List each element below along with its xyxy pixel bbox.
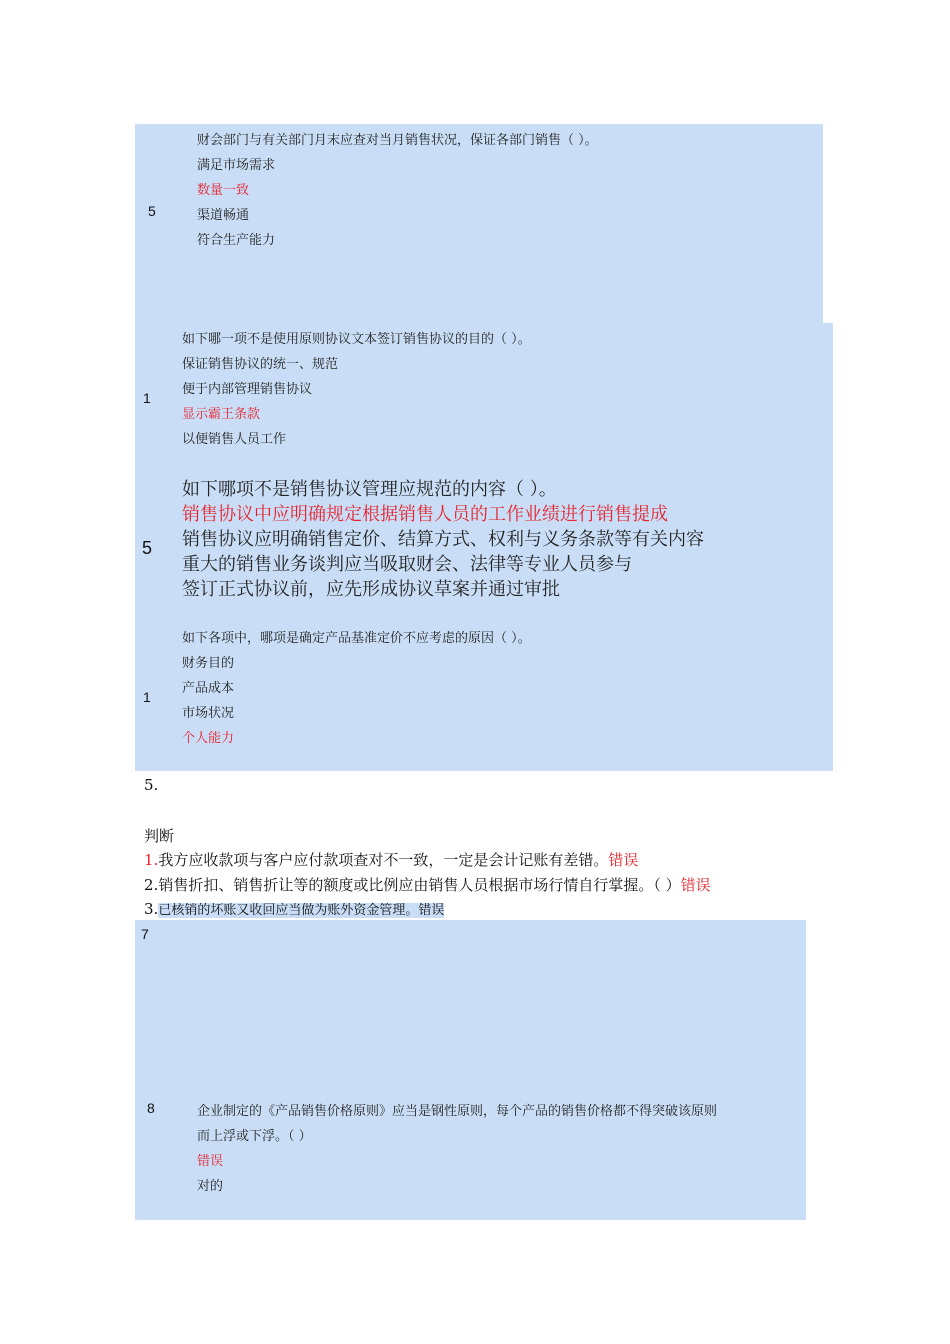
judge-item-number: 1.: [144, 851, 159, 869]
option-a-answer: 错误: [197, 1154, 224, 1169]
question-text: 如下各项中，哪项是确定产品基准定价不应考虑的原因（ ）。: [182, 631, 531, 646]
option-d-answer: 个人能力: [182, 731, 235, 746]
option-a: 满足市场需求: [197, 158, 276, 173]
option-c: 重大的销售业务谈判应当吸取财会、法律等专业人员参与: [182, 554, 632, 575]
judge-heading: 判断: [144, 827, 175, 845]
option-d: 以便销售人员工作: [182, 432, 287, 447]
judge-item-3: [144, 899, 444, 918]
question-text: 如下哪一项不是使用原则协议文本签订销售协议的目的（ ）。: [182, 332, 531, 347]
option-d: 符合生产能力: [197, 233, 276, 248]
option-d: 签订正式协议前，应先形成协议草案并通过审批: [182, 579, 560, 600]
question-number: 7: [141, 926, 149, 942]
question-text-line1: 企业制定的《产品销售价格原则》应当是钢性原则，每个产品的销售价格都不得突破该原则: [197, 1104, 718, 1119]
question-number: 5: [142, 538, 153, 558]
judge-item-2: [144, 874, 711, 895]
question-block-5: [135, 920, 806, 1220]
question-number: 1: [143, 689, 151, 705]
option-a: 保证销售协议的统一、规范: [182, 357, 339, 372]
judge-item-text: 我方应收款项与客户应付款项查对不一致，一定是会计记账有差错。: [158, 851, 609, 869]
section-number: 5.: [144, 776, 159, 794]
question-number: 1: [143, 390, 151, 406]
judge-item-text: 销售折扣、销售折让等的额度或比例应由销售人员根据市场行情自行掌握。（ ）: [158, 876, 681, 894]
judge-item-number: 2.: [144, 876, 159, 894]
option-a: 财务目的: [182, 656, 235, 671]
question-text: 如下哪项不是销售协议管理应规范的内容（ ）。: [182, 479, 557, 500]
option-b: 便于内部管理销售协议: [182, 382, 313, 397]
question-number: 8: [147, 1100, 155, 1116]
option-b: 产品成本: [182, 681, 235, 696]
judge-item-1: [144, 849, 638, 870]
option-a-answer: 销售协议中应明确规定根据销售人员的工作业绩进行销售提成: [182, 504, 668, 525]
judge-item-answer: 错误: [608, 851, 639, 869]
option-c: 市场状况: [182, 706, 235, 721]
option-c: 渠道畅通: [197, 208, 250, 223]
question-text-line2: 而上浮或下浮。（ ）: [197, 1129, 312, 1144]
option-b: 销售协议应明确销售定价、结算方式、权利与义务条款等有关内容: [182, 529, 704, 550]
question-number: 5: [148, 203, 156, 219]
judge-item-number: 3.: [144, 900, 159, 918]
option-b: 对的: [197, 1179, 224, 1194]
option-c-answer: 显示霸王条款: [182, 407, 261, 422]
question-text: 财会部门与有关部门月末应查对当月销售状况，保证各部门销售（ ）。: [197, 133, 598, 148]
judge-item-answer: 错误: [680, 876, 711, 894]
judge-item-text: 已核销的坏账又收回应当做为账外资金管理。错误: [158, 903, 445, 918]
option-b-answer: 数量一致: [197, 183, 250, 198]
